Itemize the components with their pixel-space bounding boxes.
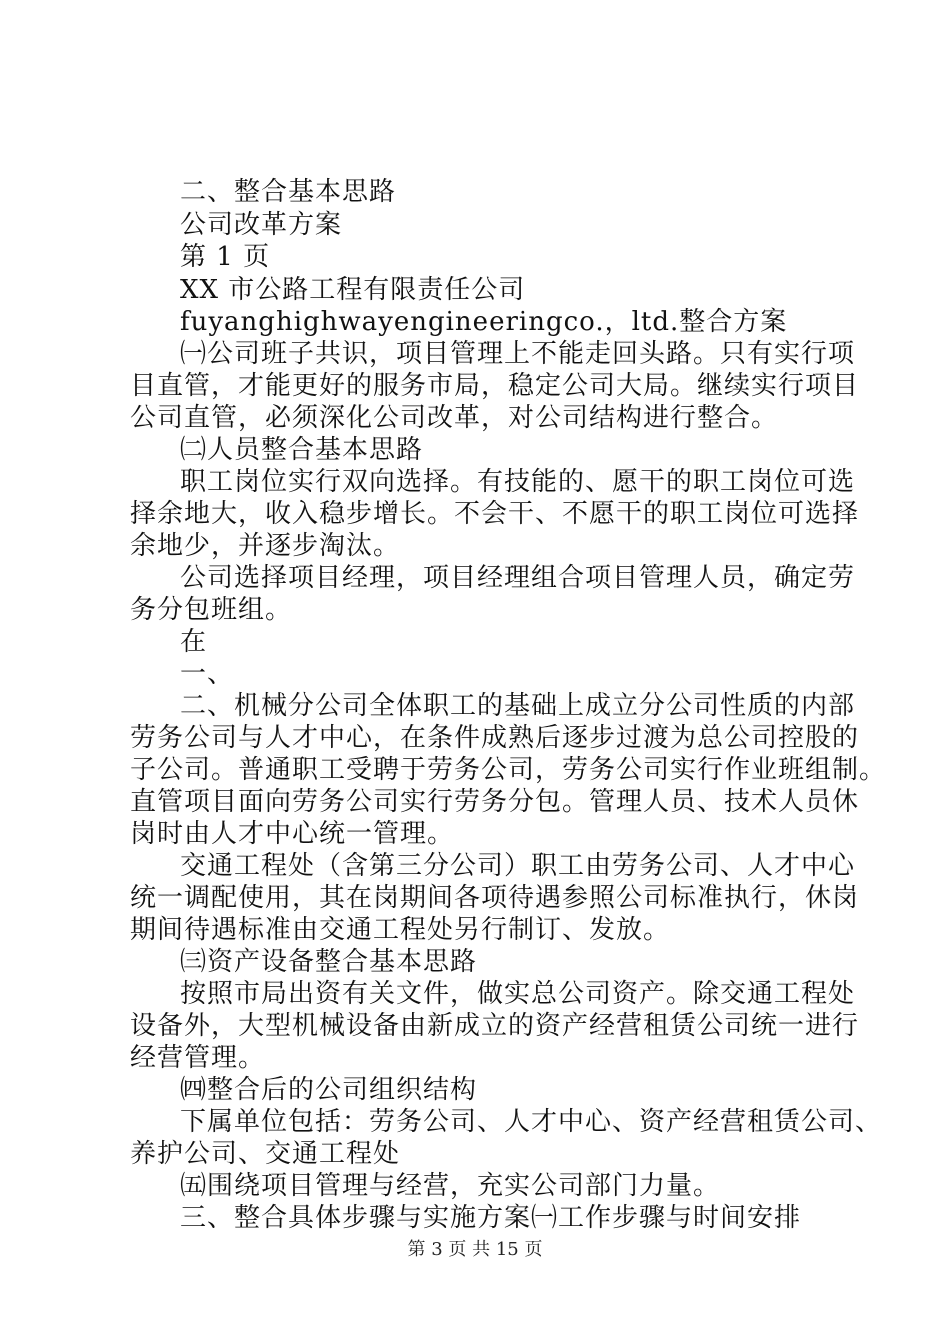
paragraph-line: 统一调配使用，其在岗期间各项待遇参照公司标准执行，休岗 (130, 883, 860, 913)
paragraph-line: 子公司。普通职工受聘于劳务公司，劳务公司实行作业班组制。 (130, 755, 887, 785)
paragraph-line: 设备外，大型机械设备由新成立的资产经营租赁公司统一进行 (130, 1011, 860, 1041)
paragraph-line: 务分包班组。 (130, 595, 293, 625)
section-heading: 二、整合基本思路 (180, 177, 397, 207)
subheading: ㈣整合后的公司组织结构 (180, 1075, 478, 1105)
page-footer: 第 3 页 共 15 页 (407, 1239, 543, 1260)
paragraph-line: 经营管理。 (130, 1043, 266, 1073)
section-heading: 三、整合具体步骤与实施方案㈠工作步骤与时间安排 (180, 1203, 802, 1233)
paragraph-line: 目直管，才能更好的服务市局，稳定公司大局。继续实行项目 (130, 371, 860, 401)
paragraph-line: 下属单位包括：劳务公司、人才中心、资产经营租赁公司、 (180, 1107, 883, 1137)
paragraph-line: ㈠公司班子共识，项目管理上不能走回头路。只有实行项 (180, 339, 856, 369)
document-title: 公司改革方案 (180, 210, 343, 240)
paragraph-line: 公司选择项目经理，项目经理组合项目管理人员，确定劳 (180, 563, 856, 593)
paragraph-line: 直管项目面向劳务公司实行劳务分包。管理人员、技术人员休 (130, 787, 860, 817)
paragraph-line: 交通工程处（含第三分公司）职工由劳务公司、人才中心 (180, 851, 856, 881)
paragraph-line: 职工岗位实行双向选择。有技能的、愿干的职工岗位可选 (180, 467, 856, 497)
subheading: ㈡人员整合基本思路 (180, 435, 424, 465)
paragraph-line: 劳务公司与人才中心，在条件成熟后逐步过渡为总公司控股的 (130, 723, 860, 753)
paragraph-line: 公司直管，必须深化公司改革，对公司结构进行整合。 (130, 403, 779, 433)
subheading: ㈤围绕项目管理与经营，充实公司部门力量。 (180, 1171, 721, 1201)
paragraph-line: 一、 (180, 659, 235, 689)
paragraph-line: 养护公司、交通工程处 (130, 1139, 401, 1169)
paragraph-line: 二、机械分公司全体职工的基础上成立分公司性质的内部 (180, 691, 856, 721)
company-name: XX 市公路工程有限责任公司 (180, 275, 526, 305)
paragraph-line: 择余地大，收入稳步增长。不会干、不愿干的职工岗位可选择 (130, 499, 860, 529)
paragraph-line: 在 (180, 627, 208, 657)
company-english-name: fuyanghighwayengineeringco.，ltd.整合方案 (180, 307, 788, 337)
paragraph-line: 按照市局出资有关文件，做实总公司资产。除交通工程处 (180, 979, 856, 1009)
page-marker: 第 1 页 (180, 242, 271, 272)
paragraph-line: 余地少，并逐步淘汰。 (130, 531, 401, 561)
paragraph-line: 期间待遇标准由交通工程处另行制订、发放。 (130, 915, 671, 945)
subheading: ㈢资产设备整合基本思路 (180, 947, 478, 977)
paragraph-line: 岗时由人才中心统一管理。 (130, 819, 455, 849)
